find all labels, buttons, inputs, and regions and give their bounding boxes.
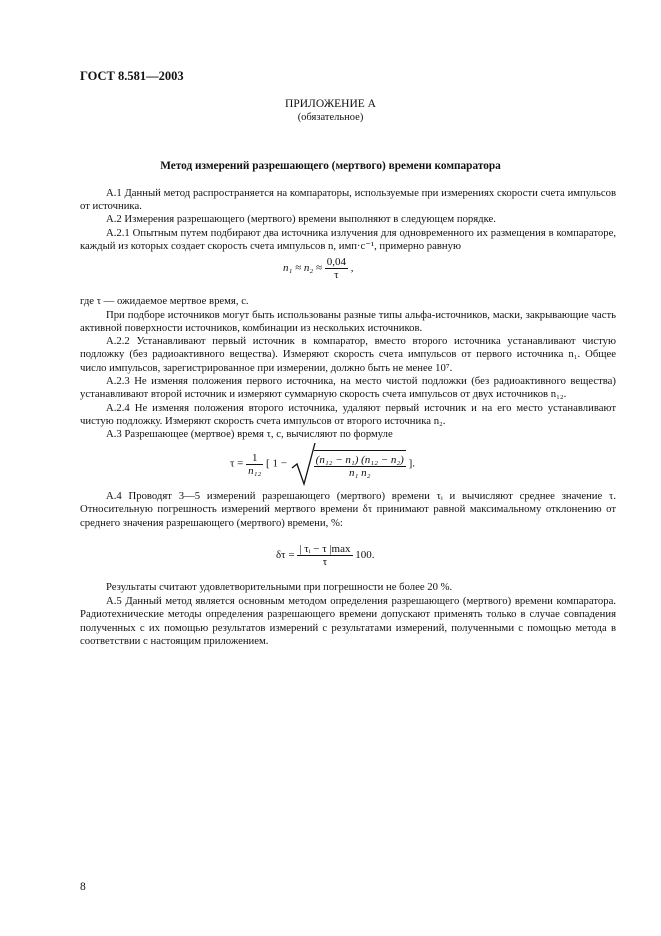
paragraph-a24: А.2.4 Не изменяя положения второго источника, удаляют первый источник и на его место устанавливают чистую подложку. Измеряют скорость счета импульсов от второго источника n₂. xyxy=(80,402,616,428)
appendix-status: (обязательное) xyxy=(297,112,364,123)
formula-tau-radicand-numerator: (n₁₂ − n₁) (n₁₂ − n₂) xyxy=(315,453,404,466)
formula-delta-denominator: τ xyxy=(297,555,352,568)
paragraph-a1: А.1 Данный метод распространяется на компараторы, используемые при измерениях скорости счета импульсов от источника. xyxy=(80,187,616,213)
formula-delta-lhs: δτ = xyxy=(276,549,295,562)
paragraph-a4: А.4 Проводят 3—5 измерений разрешающего (мертвого) времени τᵢ и вычисляют среднее значение τ. Относительную погрешность измерений мертвого времени δτ принимают равной максимальному отклонению от среднего значения разрешающего (мертвого) времени, %: xyxy=(80,490,616,529)
paragraph-a2: А.2 Измерения разрешающего (мертвого) времени выполняют в следующем порядке. xyxy=(106,213,496,225)
formula-n1-n2 xyxy=(283,256,353,281)
formula-delta-tail: 100. xyxy=(355,549,375,562)
formula-tau-denominator: n₁₂ xyxy=(248,464,262,477)
formula-tau-radicand xyxy=(314,450,406,479)
formula-tau-lhs: τ = xyxy=(230,457,244,470)
formula-delta-numerator: | τᵢ − τ |max xyxy=(299,543,351,555)
formula-tau-close: ]. xyxy=(408,457,416,470)
appendix-label: ПРИЛОЖЕНИЕ А xyxy=(285,98,376,110)
paragraph-a23: А.2.3 Не изменяя положения первого источника, на место чистой подложки (без радиоактивного вещества) устанавливают второй источник и измеряют суммарную скорость счета импульсов от двух источников n₁₂. xyxy=(80,375,616,401)
formula-tau-fraction xyxy=(246,452,263,477)
formula-tau xyxy=(230,442,415,486)
paragraph-tau-definition: где τ — ожидаемое мертвое время, с. xyxy=(80,295,249,307)
paragraph-a21: А.2.1 Опытным путем подбирают два источника излучения для одновременного их размещения в компараторе, каждый из которых создает скорость счета импульсов n, имп·с⁻¹, примерно равную xyxy=(80,227,616,253)
formula-n1-denominator: τ xyxy=(325,268,348,281)
section-title: Метод измерений разрешающего (мертвого) времени компаратора xyxy=(160,160,501,172)
formula-tau-open: [ 1 − xyxy=(266,457,287,470)
paragraph-a3: А.3 Разрешающее (мертвое) время τ, с, вычисляют по формуле xyxy=(106,428,393,440)
formula-n1-fraction xyxy=(325,256,348,281)
paragraph-source-selection: При подборе источников могут быть использованы разные типы альфа-источников, маски, закрывающие часть активной поверхности источников, комбинации из нескольких источников. xyxy=(80,309,616,335)
standard-header: ГОСТ 8.581—2003 xyxy=(80,69,184,83)
paragraph-a5: А.5 Данный метод является основным методом определения разрешающего (мертвого) времени компаратора. Радиотехнические методы определения разрешающего времени допускают применять только в случае совпадения полученных с их помощью результатов измерений с результатами измерений, полученными с помощью метода в соответствии с настоящим приложением. xyxy=(80,595,616,648)
formula-delta-fraction xyxy=(297,543,352,568)
formula-n1-numerator: 0,04 xyxy=(326,256,346,268)
formula-tau-numerator: 1 xyxy=(251,451,258,464)
formula-n1-tail: , xyxy=(350,262,354,275)
formula-tau-radicand-denominator: n₁ n₂ xyxy=(314,466,406,479)
square-root-icon xyxy=(290,442,316,486)
page-number: 8 xyxy=(80,881,86,893)
formula-n1-lhs: n₁ ≈ n₂ ≈ xyxy=(283,262,322,275)
paragraph-a22: А.2.2 Устанавливают первый источник в компаратор, вместо второго источника устанавливают чистую подложку (без радиоактивного вещества). Измеряют скорость счета импульсов от первого источника n₁. Общее число импульсов, зарегистрированное при измерении, должно быть не менее 10⁷. xyxy=(80,335,616,374)
formula-delta xyxy=(276,543,375,568)
paragraph-results: Результаты считают удовлетворительными при погрешности не более 20 %. xyxy=(106,581,453,593)
